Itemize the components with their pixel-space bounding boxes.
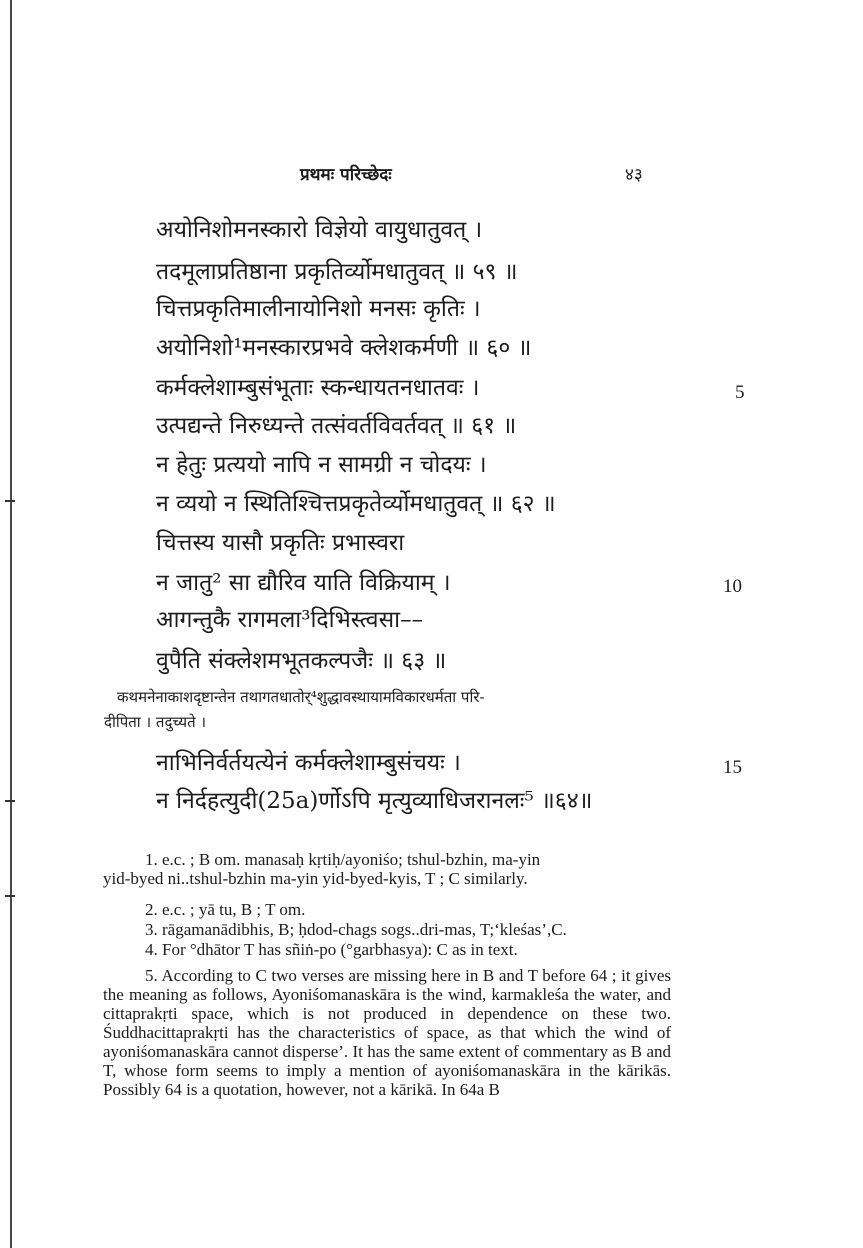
verse-line: कर्मक्लेशाम्बुसंभूताः स्कन्धायतनधातवः । [156, 375, 480, 401]
footnote [103, 920, 671, 939]
line-number-marker: 10 [723, 576, 742, 597]
prose-line: दीपिता । तदुच्यते । [104, 713, 207, 731]
footnote-line: 1. e.c. ; B om. manasaḥ kṛtiḥ/ayoniśo; tshul-bzhin, ma-yin [145, 850, 541, 869]
verse-line: न व्ययो न स्थितिश्चित्तप्रकृतेर्व्योमधातुवत् ॥ ६२ ॥ [156, 491, 556, 517]
gutter-tick [5, 800, 15, 802]
footnote [103, 900, 671, 919]
line-number-marker: 5 [735, 382, 745, 403]
verse-line: अयोनिशोमनस्कारो विज्ञेयो वायुधातुवत् । [156, 217, 483, 243]
footnote [103, 940, 671, 959]
verse-line: आगन्तुकै रागमला³दिभिस्त्वसा–– [156, 607, 424, 633]
footnote-line: yid-byed ni..tshul-bzhin ma-yin yid-byed-kyis, T ; C similarly. [103, 869, 528, 888]
footnote: 5. According to C two verses are missing here in B and T before 64 ; it gives the meaning as follows, Ayoniśomanaskāra is the wind, karmakleśa the water, and cittaprakṛti space, which is not produced in dependence on these two. Śuddhacittaprakṛti has the characteristics of space, as that which the wind of ayoniśomanaskāra cannot disperse’. It has the same extent of commentary as B and T, whose form seems to imply a mention of ayoniśomanaskāra in the kārikās. Possibly 64 is a quotation, however, not a kārikā. In 64a B [103, 966, 671, 1099]
verse-line: न निर्दहत्युदी(25a)र्णोऽपि मृत्युव्याधिजरानलः⁵ ॥६४॥ [156, 788, 593, 814]
prose-line: कथमनेनाकाशदृष्टान्तेन तथागतधातोर्⁴शुद्धावस्थायामविकारधर्मता परि- [117, 688, 485, 706]
footnote [103, 850, 671, 888]
gutter-tick [5, 500, 15, 502]
footnote-line: 2. e.c. ; yā tu, B ; T om. [145, 900, 306, 919]
verse-line: अयोनिशो¹मनस्कारप्रभवे क्लेशकर्मणी ॥ ६० ॥ [156, 335, 532, 361]
gutter-tick [5, 895, 15, 897]
footnote-line: 4. For °dhātor T has sñiṅ-po (°garbhasya): C as in text. [145, 940, 518, 959]
verse-line: न हेतुः प्रत्ययो नापि न सामग्री न चोदयः । [156, 452, 487, 478]
running-title: प्रथमः परिच्छेदः [300, 165, 392, 185]
line-number-marker: 15 [723, 757, 742, 778]
footnote-line: 3. rāgamanādibhis, B; ḥdod-chags sogs..dri-mas, T;‘kleśas’,C. [145, 920, 567, 939]
verse-line: चित्तस्य यासौ प्रकृतिः प्रभास्वरा [156, 530, 405, 556]
verse-line: उत्पद्यन्ते निरुध्यन्ते तत्संवर्तविवर्तवत् ॥ ६१ ॥ [156, 413, 517, 439]
verse-line: नाभिनिर्वर्तयत्येनं कर्मक्लेशाम्बुसंचयः । [156, 750, 461, 776]
verse-line: चित्तप्रकृतिमालीनायोनिशो मनसः कृतिः । [156, 296, 481, 322]
verse-line: वुपैति संक्लेशमभूतकल्पजैः ॥ ६३ ॥ [156, 648, 447, 674]
page-number: ४३ [625, 165, 643, 185]
verse-line: न जातु² सा द्यौरिव याति विक्रियाम् । [156, 570, 451, 596]
verse-line: तदमूलाप्रतिष्ठाना प्रकृतिर्व्योमधातुवत् ॥ ५९ ॥ [156, 259, 518, 285]
gutter-rule [10, 0, 12, 1248]
